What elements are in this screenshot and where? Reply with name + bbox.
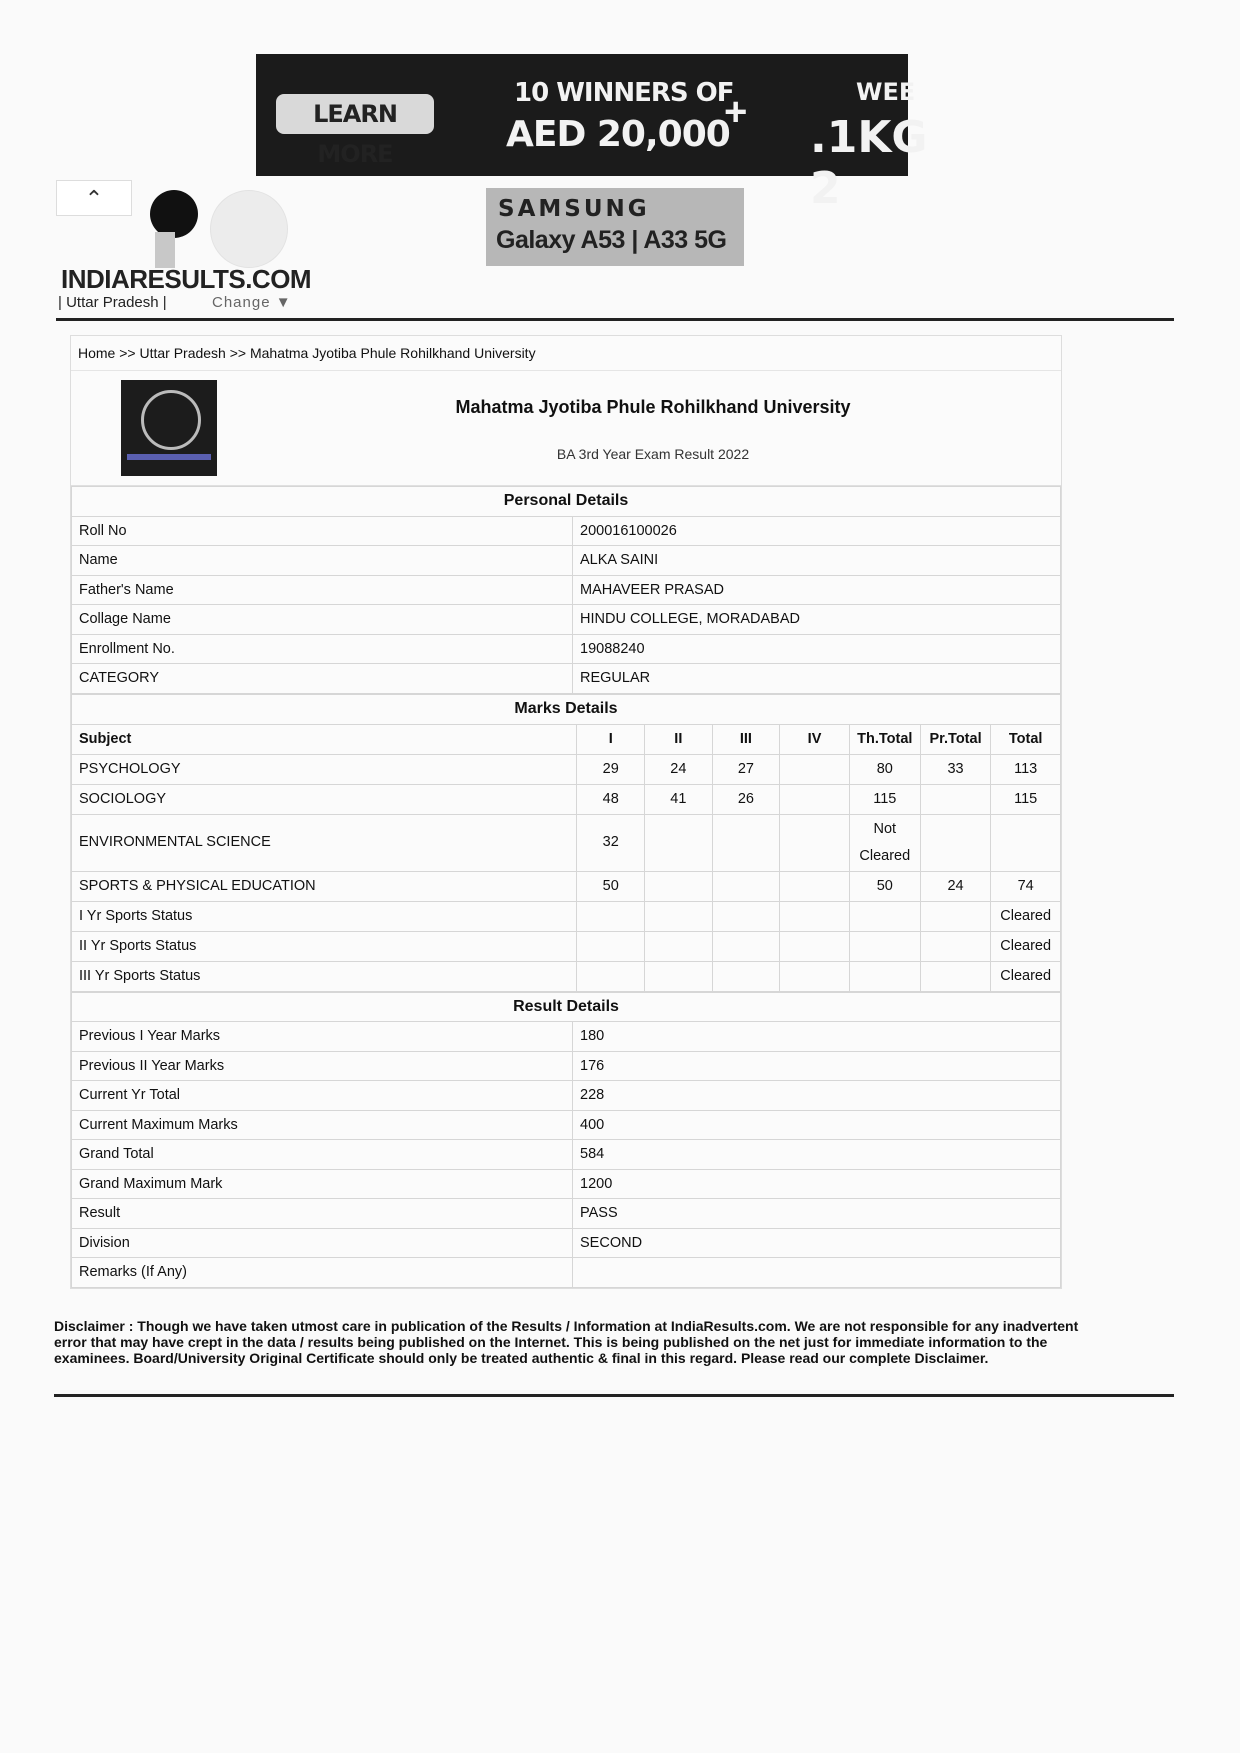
table-row <box>72 1140 1061 1170</box>
site-logo-icon[interactable] <box>150 190 198 238</box>
mark-ii: 24 <box>645 754 713 784</box>
subject-name: SOCIOLOGY <box>72 784 577 814</box>
field-value <box>573 1258 1061 1288</box>
col-header-iv: IV <box>780 724 850 754</box>
table-row <box>72 1228 1061 1258</box>
table-row <box>72 546 1061 576</box>
practical-total: 33 <box>920 754 991 784</box>
practical-total: 24 <box>920 871 991 901</box>
field-label: Collage Name <box>72 605 573 635</box>
field-label: Enrollment No. <box>72 634 573 664</box>
field-value: 180 <box>573 1022 1061 1052</box>
col-header-iii: III <box>712 724 780 754</box>
field-value: PASS <box>573 1199 1061 1229</box>
university-header <box>71 371 1061 486</box>
table-row <box>72 1199 1061 1229</box>
status-label: I Yr Sports Status <box>72 901 577 931</box>
theory-total <box>849 814 920 871</box>
samsung-brand: SAMSUNG <box>498 196 650 222</box>
table-row <box>72 605 1061 635</box>
theory-total: 115 <box>849 784 920 814</box>
table-row <box>72 1110 1061 1140</box>
exam-name: BA 3rd Year Exam Result 2022 <box>556 446 750 462</box>
mark-i: 32 <box>577 814 645 871</box>
samsung-model: Galaxy A53 | A33 5G <box>496 226 727 254</box>
marks-details-table <box>71 694 1061 992</box>
status-label: III Yr Sports Status <box>72 961 577 991</box>
col-header-total: Total <box>991 724 1061 754</box>
field-label: CATEGORY <box>72 664 573 694</box>
learn-more-button[interactable]: LEARN MORE <box>276 94 434 134</box>
personal-details-table <box>71 486 1061 694</box>
state-map-icon <box>210 190 288 268</box>
field-label: Grand Maximum Mark <box>72 1169 573 1199</box>
status-value: Cleared <box>991 931 1061 961</box>
breadcrumb[interactable]: Home >> Uttar Pradesh >> Mahatma Jyotiba Phule Rohilkhand University <box>71 336 1061 371</box>
ad-amount: AED 20,000 <box>506 114 730 155</box>
subject-total <box>991 814 1061 871</box>
field-value: REGULAR <box>573 664 1061 694</box>
ad-headline: 10 WINNERS OF <box>514 78 734 108</box>
university-name: Mahatma Jyotiba Phule Rohilkhand University <box>455 397 851 417</box>
field-value: 176 <box>573 1051 1061 1081</box>
mark-ii: 41 <box>645 784 713 814</box>
col-header-ii: II <box>645 724 713 754</box>
field-label: Father's Name <box>72 575 573 605</box>
field-value: 1200 <box>573 1169 1061 1199</box>
mark-iv <box>780 871 850 901</box>
sports-status-row <box>72 931 1061 961</box>
field-value: ALKA SAINI <box>573 546 1061 576</box>
table-row <box>72 814 1061 871</box>
table-row <box>72 1022 1061 1052</box>
table-row <box>72 1169 1061 1199</box>
site-name[interactable]: INDIARESULTS.COM <box>61 264 312 294</box>
table-row <box>72 664 1061 694</box>
mark-ii <box>645 871 713 901</box>
col-header-subject: Subject <box>72 724 577 754</box>
status-label: II Yr Sports Status <box>72 931 577 961</box>
mark-iii: 26 <box>712 784 780 814</box>
mark-iv <box>780 814 850 871</box>
field-label: Remarks (If Any) <box>72 1258 573 1288</box>
site-logo-bar <box>155 232 175 268</box>
field-value: 200016100026 <box>573 516 1061 546</box>
table-row <box>72 784 1061 814</box>
status-value: Cleared <box>991 961 1061 991</box>
ad-cut-text-bottom: .1KG 2 <box>810 112 928 214</box>
field-value: 228 <box>573 1081 1061 1111</box>
mark-iii <box>712 814 780 871</box>
header-divider <box>56 318 1174 321</box>
mark-i: 50 <box>577 871 645 901</box>
field-label: Roll No <box>72 516 573 546</box>
col-header-i: I <box>577 724 645 754</box>
field-value: HINDU COLLEGE, MORADABAD <box>573 605 1061 635</box>
practical-total <box>920 814 991 871</box>
table-row <box>72 754 1061 784</box>
mark-i: 29 <box>577 754 645 784</box>
subject-name: ENVIRONMENTAL SCIENCE <box>72 814 577 871</box>
chevron-up-icon: ⌃ <box>84 186 104 211</box>
ad-cut-text-top: WEE <box>856 78 916 106</box>
status-value: Cleared <box>991 901 1061 931</box>
table-row <box>72 575 1061 605</box>
subject-total: 74 <box>991 871 1061 901</box>
table-row <box>72 871 1061 901</box>
personal-details-title: Personal Details <box>72 487 1061 517</box>
samsung-ad[interactable] <box>486 188 744 266</box>
change-state-link[interactable]: Change ▼ <box>212 294 292 311</box>
field-label: Current Yr Total <box>72 1081 573 1111</box>
mark-iv <box>780 754 850 784</box>
field-label: Result <box>72 1199 573 1229</box>
subject-total: 115 <box>991 784 1061 814</box>
marks-header-row <box>72 724 1061 754</box>
result-details-title: Result Details <box>72 992 1061 1022</box>
sports-status-row <box>72 961 1061 991</box>
col-header-th-total: Th.Total <box>849 724 920 754</box>
footer-divider <box>54 1394 1174 1397</box>
field-label: Previous I Year Marks <box>72 1022 573 1052</box>
mark-iii: 27 <box>712 754 780 784</box>
field-value: SECOND <box>573 1228 1061 1258</box>
scroll-up-button[interactable] <box>56 180 132 216</box>
theory-total: 80 <box>849 754 920 784</box>
plus-icon: + <box>724 90 748 134</box>
table-row <box>72 1081 1061 1111</box>
field-value: 400 <box>573 1110 1061 1140</box>
table-row <box>72 634 1061 664</box>
mark-ii <box>645 814 713 871</box>
result-details-table <box>71 992 1061 1288</box>
theory-total-line1: Not <box>873 820 897 837</box>
field-label: Previous II Year Marks <box>72 1051 573 1081</box>
field-value: 19088240 <box>573 634 1061 664</box>
subject-name: SPORTS & PHYSICAL EDUCATION <box>72 871 577 901</box>
subject-total: 113 <box>991 754 1061 784</box>
table-row <box>72 1258 1061 1288</box>
mark-iii <box>712 871 780 901</box>
field-label: Name <box>72 546 573 576</box>
field-label: Division <box>72 1228 573 1258</box>
table-row <box>72 516 1061 546</box>
field-label: Current Maximum Marks <box>72 1110 573 1140</box>
sports-status-row <box>72 901 1061 931</box>
mark-i: 48 <box>577 784 645 814</box>
field-value: 584 <box>573 1140 1061 1170</box>
marks-details-title: Marks Details <box>72 694 1061 724</box>
field-value: MAHAVEER PRASAD <box>573 575 1061 605</box>
practical-total <box>920 784 991 814</box>
state-label: | Uttar Pradesh | <box>58 294 167 311</box>
theory-total: 50 <box>849 871 920 901</box>
mark-iv <box>780 784 850 814</box>
field-label: Grand Total <box>72 1140 573 1170</box>
col-header-pr-total: Pr.Total <box>920 724 991 754</box>
theory-total-line2: Cleared <box>859 847 911 864</box>
subject-name: PSYCHOLOGY <box>72 754 577 784</box>
result-container <box>70 335 1062 1289</box>
disclaimer-text: Disclaimer : Though we have taken utmost care in publication of the Results / Information at IndiaResults.com. We are not responsible for any inadvertent error that may have crept in the data / results being published on the Internet. This is being published on the net just for immediate information to the examinees. Board/University Original Certificate should only be treated authentic & final in this regard. Please read our complete Disclaimer. <box>54 1318 1079 1366</box>
table-row <box>72 1051 1061 1081</box>
